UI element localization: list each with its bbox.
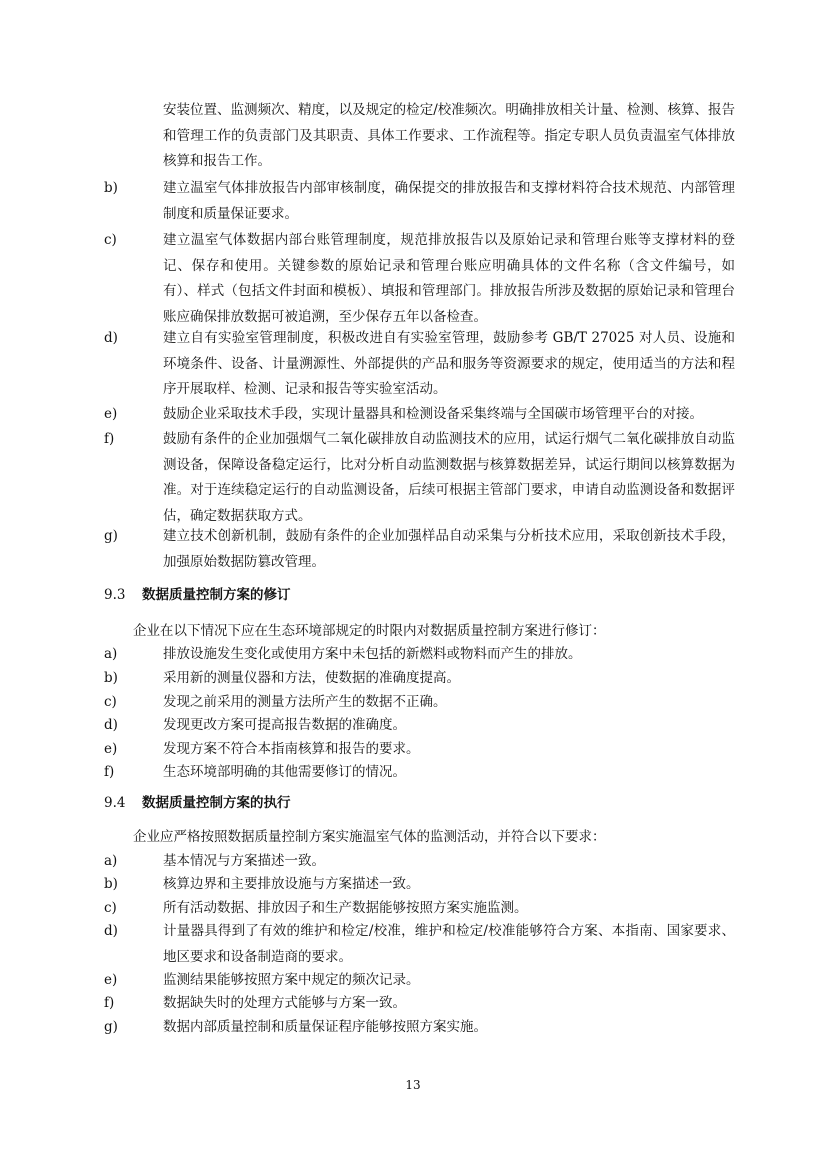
section-intro: 企业在以下情况下应在生态环境部规定的时限内对数据质量控制方案进行修订： bbox=[133, 623, 606, 639]
list-item bbox=[104, 427, 735, 529]
list-item-text: 计量器具得到了有效的维护和检定/校准，维护和检定/校准能够符合方案、本指南、国家要求、地区要求和设备制造商的要求。 bbox=[163, 923, 735, 965]
list-item bbox=[104, 176, 735, 227]
list-item bbox=[104, 1015, 735, 1041]
page-number: 13 bbox=[405, 1078, 421, 1092]
section-number: 9.4 bbox=[104, 795, 126, 811]
list-item-text: 建立温室气体数据内部台账管理制度，规范排放报告以及原始记录和管理台账等支撑材料的登记、保存和使用。关键参数的原始记录和管理台账应明确具体的文件名称（含文件编号，如有）、样式（包括文件封面和模板）、填报和管理部门。排放报告所涉及数据的原始记录和管理台账应确保排放数据可被追溯，至少保存五年以备检查。 bbox=[163, 232, 735, 325]
list-item-text: 建立自有实验室管理制度，积极改进自有实验室管理，鼓励参考 GB/T 27025 对人员、设施和环境条件、设备、计量溯源性、外部提供的产品和服务等资源要求的规定，使用适当的方法和程序开展取样、检测、记录和报告等实验室活动。 bbox=[163, 330, 735, 397]
list-item-text: 所有活动数据、排放因子和生产数据能够按照方案实施监测。 bbox=[163, 900, 528, 916]
list-item bbox=[104, 713, 735, 739]
list-marker: f) bbox=[104, 995, 115, 1011]
list-marker: d) bbox=[104, 923, 118, 939]
list-item-text: 鼓励有条件的企业加强烟气二氧化碳排放自动监测技术的应用，试运行烟气二氧化碳排放自动监测设备，保障设备稳定运行，比对分析自动监测数据与核算数据差异，试运行期间以核算数据为准。对于连续稳定运行的自动监测设备，后续可根据主管部门要求，申请自动监测设备和数据评估，确定数据获取方式。 bbox=[163, 431, 735, 524]
list-item bbox=[104, 642, 735, 668]
list-item-text: 建立技术创新机制，鼓励有条件的企业加强样品自动采集与分析技术应用，采取创新技术手段，加强原始数据防篡改管理。 bbox=[163, 528, 735, 570]
list-item-text: 发现更改方案可提高报告数据的准确度。 bbox=[163, 717, 406, 733]
list-item bbox=[104, 228, 735, 330]
list-item-text: 监测结果能够按照方案中规定的频次记录。 bbox=[163, 972, 420, 988]
list-item-text: 基本情况与方案描述一致。 bbox=[163, 853, 325, 869]
section-heading-9-3 bbox=[104, 583, 291, 608]
continuation-paragraph: 安装位置、监测频次、精度，以及规定的检定/校准频次。明确排放相关计量、检测、核算、报告和管理工作的负责部门及其职责、具体工作要求、工作流程等。指定专职人员负责温室气体排放核算和报告工作。 bbox=[163, 102, 735, 169]
list-marker: b) bbox=[104, 876, 118, 892]
list-item bbox=[104, 760, 735, 786]
section-number: 9.3 bbox=[104, 587, 126, 603]
list-marker: b) bbox=[104, 670, 118, 686]
list-item-text: 鼓励企业采取技术手段，实现计量器具和检测设备采集终端与全国碳市场管理平台的对接。 bbox=[163, 406, 703, 422]
list-marker: e) bbox=[104, 741, 118, 757]
list-marker: e) bbox=[104, 972, 118, 988]
list-item-text: 生态环境部明确的其他需要修订的情况。 bbox=[163, 764, 406, 780]
list-item-text: 核算边界和主要排放设施与方案描述一致。 bbox=[163, 876, 420, 892]
list-marker: g) bbox=[104, 528, 118, 544]
list-item bbox=[104, 849, 735, 875]
list-item bbox=[104, 326, 735, 403]
list-item-text: 排放设施发生变化或使用方案中未包括的新燃料或物料而产生的排放。 bbox=[163, 646, 582, 662]
list-marker: c) bbox=[104, 694, 117, 710]
list-item-text: 数据内部质量控制和质量保证程序能够按照方案实施。 bbox=[163, 1019, 487, 1035]
list-item bbox=[104, 991, 735, 1017]
list-marker: f) bbox=[104, 764, 115, 780]
list-item-text: 发现之前采用的测量方法所产生的数据不正确。 bbox=[163, 694, 447, 710]
section-heading-9-4 bbox=[104, 791, 291, 816]
list-marker: c) bbox=[104, 900, 117, 916]
list-item bbox=[104, 896, 735, 922]
list-marker: c) bbox=[104, 232, 117, 248]
list-item bbox=[104, 872, 735, 898]
list-marker: f) bbox=[104, 431, 115, 447]
list-item-text: 建立温室气体排放报告内部审核制度，确保提交的排放报告和支撑材料符合技术规范、内部管理制度和质量保证要求。 bbox=[163, 180, 735, 222]
list-item bbox=[104, 690, 735, 716]
list-item bbox=[104, 402, 735, 428]
list-item bbox=[104, 737, 735, 763]
list-marker: e) bbox=[104, 406, 118, 422]
section-intro: 企业应严格按照数据质量控制方案实施温室气体的监测活动，并符合以下要求： bbox=[133, 829, 606, 845]
list-item bbox=[104, 524, 735, 575]
list-marker: g) bbox=[104, 1019, 118, 1035]
list-item-text: 数据缺失时的处理方式能够与方案一致。 bbox=[163, 995, 406, 1011]
section-title: 数据质量控制方案的执行 bbox=[142, 795, 291, 811]
list-marker: a) bbox=[104, 646, 118, 662]
list-marker: a) bbox=[104, 853, 118, 869]
list-item-text: 采用新的测量仪器和方法，使数据的准确度提高。 bbox=[163, 670, 460, 686]
list-item bbox=[104, 968, 735, 994]
list-item-text: 发现方案不符合本指南核算和报告的要求。 bbox=[163, 741, 420, 757]
list-marker: d) bbox=[104, 717, 118, 733]
list-marker: b) bbox=[104, 180, 118, 196]
list-item bbox=[104, 666, 735, 692]
section-title: 数据质量控制方案的修订 bbox=[142, 587, 291, 603]
list-marker: d) bbox=[104, 330, 118, 346]
list-item bbox=[104, 919, 735, 970]
